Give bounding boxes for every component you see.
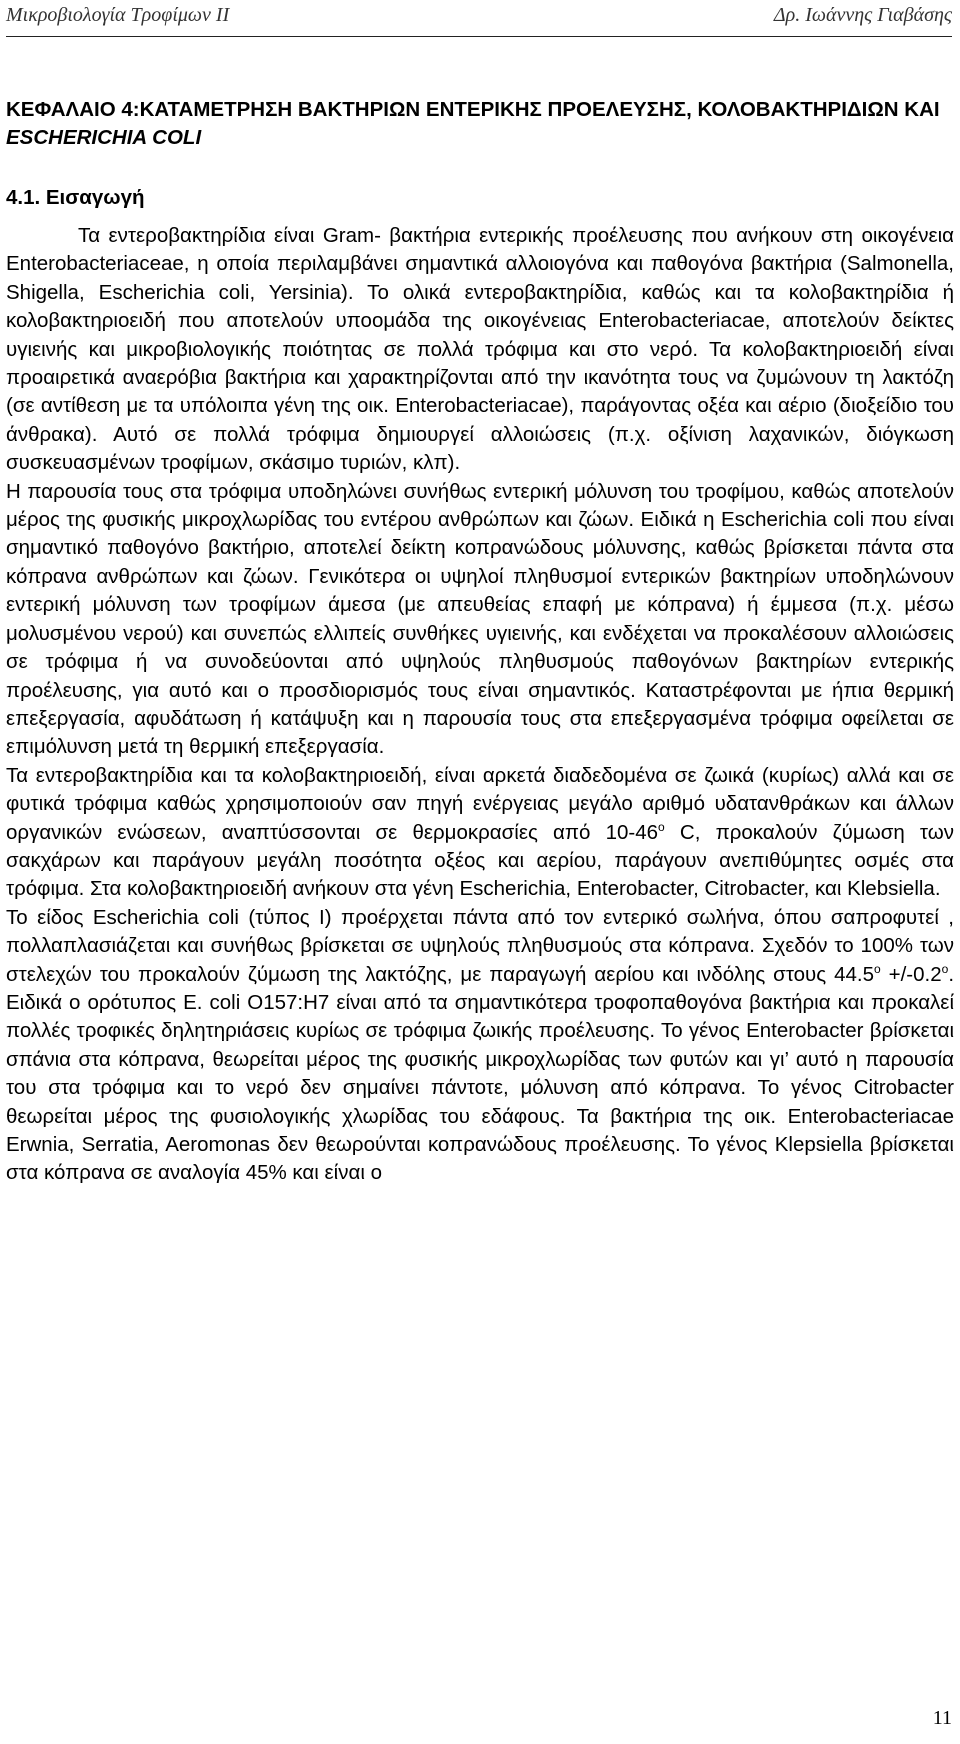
degree-superscript: ο [873,961,881,976]
paragraph-1: Τα εντεροβακτηρίδια είναι Gram- βακτήρια εντερικής προέλευσης που ανήκουν στη οικογένεια Enterobacteriaceae, η οποία περιλαμβάνει σημαντικά αλλοιογόνα και παθογόνα βακτήρια (Salmonella, Shigella, Escherichia coli, Yersinia). Το ολικά εντεροβακτηρίδια, καθώς και τα κολοβακτηρίδια ή κολοβακτηριοειδή που αποτελούν υποομάδα της οικογένειας Enterobacteriacae, αποτελούν δείκτες υγιεινής και μικροβιολογικής ποιότητας σε πολλά τρόφιμα και στο νερό. Τα κολοβακτηριοειδή είναι προαιρετικά αναερόβια βακτήρια και χαρακτηρίζονται από την ικανότητα τους να ζυμώνουν τη λακτόζη (σε αντίθεση με τα υπόλοιπα γένη της οικ. Enterobacteriacae), παράγοντας οξέα και αέριο (διοξείδιο του άνθρακα). Αυτό σε πολλά τρόφιμα δημιουργεί αλλοιώσεις (π.χ. οξίνιση λαχανικών, διόγκωση συσκευασμένων τροφίμων, σκάσιμο τυριών, κλπ). [6,224,954,475]
paragraph-3 [6,762,954,904]
section-title: 4.1. Εισαγωγή [6,186,145,209]
paragraph-4 [6,904,954,1188]
chapter-title [6,96,954,152]
chapter-title-main: ΚΕΦΑΛΑΙΟ 4:ΚΑΤΑΜΕΤΡΗΣΗ ΒΑΚΤΗΡΙΩΝ ΕΝΤΕΡΙΚΗΣ ΠΡΟΕΛΕΥΣΗΣ, ΚΟΛΟΒΑΚΤΗΡΙΔΙΩΝ ΚΑΙ [6,98,940,121]
paragraph-3-text-b: C, προκαλούν ζύμωση των σακχάρων και παράγουν μεγάλη ποσότητα οξέος και αερίου, παράγουν ανεπιθύμητες οσμές στα τρόφιμα. Στα κολοβακτηριοειδή ανήκουν στα γένη Escherichia, Enterobacter, Citrobacter, και Klebsiella. [6,820,954,901]
paragraph-4-text-c: . Ειδικά ο ορότυπος E. coli O157:H7 είναι από τα σημαντικότερα τροφοπαθογόνα βακτήρια και προκαλεί πολλές τροφικές δηλητηριάσεις κυρίως σε τρόφιμα ζωικής προέλευσης. Το γένος Enterobacter βρίσκεται σπάνια στα κόπρανα, θεωρείται μέρος της φυσικής μικροχλωρίδας των φυτών και γι’ αυτό η παρουσία του στα τρόφιμα και το νερό δεν σημαίνει πάντοτε, μόλυνση από κόπρανα. Το γένος Citrobacter θεωρείται μέρος της φυσιολογικής χλωρίδας του εδάφους. Τα βακτήρια της οικ. Enterobacteriacae Erwnia, Serratia, Aeromonas δεν θεωρούνται κοπρανώδους προέλευσης. Το γένος Klepsiella βρίσκεται στα κόπρανα σε αναλογία 45% και είναι ο [6,962,955,1185]
paragraph-4-text-a: Το είδος Escherichia coli (τύπος Ι) προέρχεται πάντα από τον εντερικό σωλήνα, όπου σαπροφυτεί , πολλαπλασιάζεται και συνήθως βρίσκεται σε υψηλούς πληθυσμούς στα κόπρανα. Σχεδόν το 100% των στελεχών του προκαλούν ζύμωση της λακτόζης, με παραγωγή αερίου και ινδόλης στους 44.5 [6,905,954,986]
paragraph-3-text-a: Τα εντεροβακτηρίδια και τα κολοβακτηριοειδή, είναι αρκετά διαδεδομένα σε ζωικά (κυρίως) αλλά και σε φυτικά τρόφιμα καθώς χρησιμοποιούν σαν πηγή ενέργειας μεγάλο αριθμό υδατανθράκων και άλλων οργανικών ενώσεων, αναπτύσσονται σε θερμοκρασίες από 10-46 [6,763,954,844]
paragraph-4-text-b: +/-0.2 [880,962,942,986]
paragraph-2: Η παρουσία τους στα τρόφιμα υποδηλώνει συνήθως εντερική μόλυνση του τροφίμου, καθώς αποτελούν μέρος της φυσικής μικροχλωρίδας του εντέρου ανθρώπων και ζώων. Ειδικά η Escherichia coli που είναι σημαντικό παθογόνο βακτήριο, αποτελεί δείκτη κοπρανώδους μόλυνσης, καθώς βρίσκεται πάντα στα κόπρανα ανθρώπων και ζώων. Γενικότερα οι υψηλοί πληθυσμοί εντερικών βακτηρίων υποδηλώνουν εντερική μόλυνση των τροφίμων άμεσα (με απευθείας επαφή με κόπρανα) ή έμμεσα (π.χ. μέσω μολυσμένου νερού) και συνεπώς ελλιπείς συνθήκες υγιεινής, και ενδέχεται να προκαλέσουν αλλοιώσεις σε τρόφιμα ή να συνοδεύονται από υψηλούς πληθυσμούς παθογόνων βακτηρίων εντερικής προέλευσης, για αυτό και ο προσδιορισμός τους είναι σημαντικός. Καταστρέφονται με ήπια θερμική επεξεργασία, αφυδάτωση ή κατάψυξη και η παρουσία τους στα επεξεργασμένα τρόφιμα οφείλεται σε επιμόλυνση μετά τη θερμική επεξεργασία. [6,479,954,759]
chapter-title-italic: ESCHERICHIA COLI [6,126,202,149]
header-divider [6,36,952,37]
degree-superscript: ο [941,961,949,976]
header-author: Δρ. Ιωάννης Γιαβάσης [773,4,952,26]
page-header [6,4,952,38]
header-course-title: Μικροβιολογία Τροφίμων ΙΙ [6,4,230,26]
degree-superscript: ο [658,819,665,834]
body-text [6,222,954,1188]
page-number: 11 [932,1707,952,1729]
